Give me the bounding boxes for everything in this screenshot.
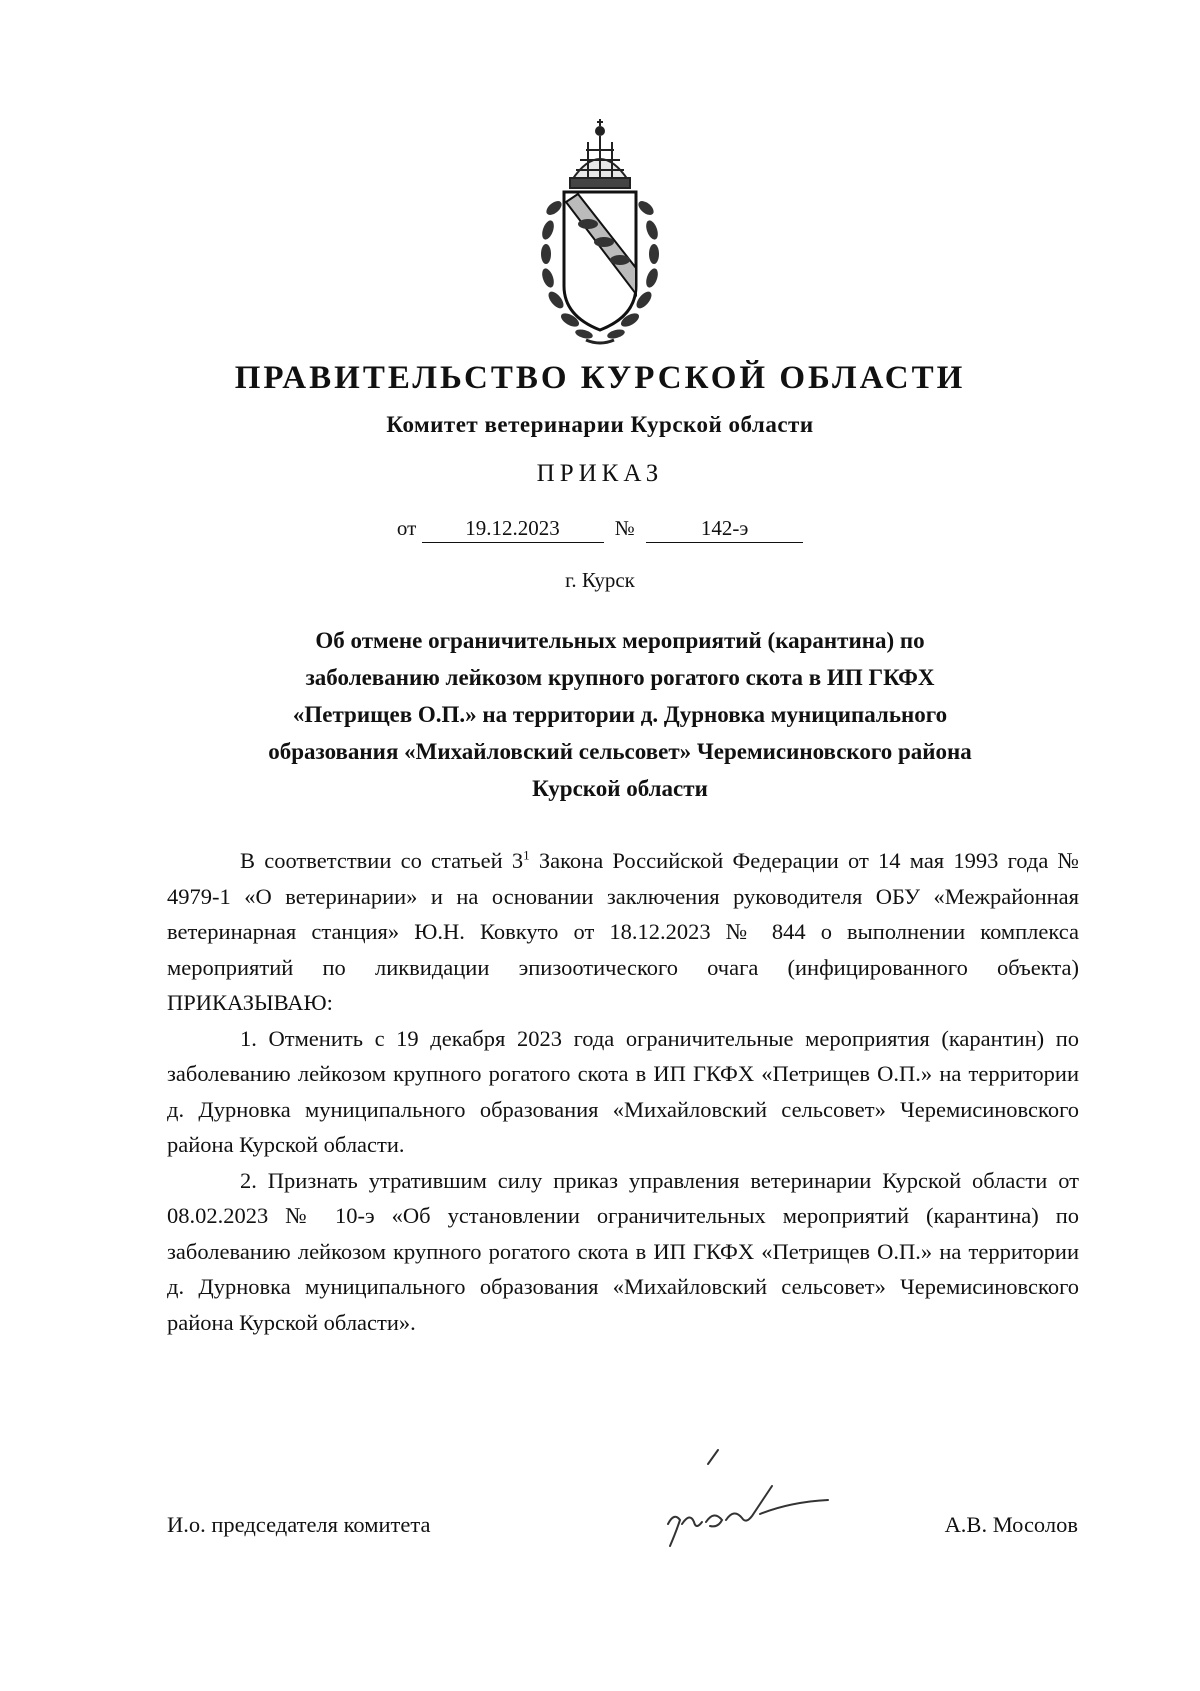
document-type: ПРИКАЗ [536,460,664,487]
government-title: ПРАВИТЕЛЬСТВО КУРСКОЙ ОБЛАСТИ [234,360,966,396]
subject-line: Об отмене ограничительных мероприятий (карантина) по [315,628,925,653]
number-sign: № [614,516,635,540]
subject-line: заболеванию лейкозом крупного рогатого скота в ИП ГКФХ [305,665,935,690]
signatory-name: А.В. Мосолов [944,1512,1078,1537]
signatory-position: И.о. председателя комитета [167,1512,431,1537]
subject-line: Курской области [532,776,708,801]
clause-2-paragraph: 2. Признать утратившим силу приказ управления ветеринарии Курской области от 08.02.2023 № 10-э «Об установлении ограничительных мероприятий (карантина) по заболеванию лейкозом крупного рогатого скота в ИП ГКФХ «Петрищев О.П.» на территории д. Дурновка муниципального образования «Михайловский сельсовет» Черемисиновского района Курской области». [167,1167,1079,1335]
city: г. Курск [565,568,635,592]
order-number: 142-э [646,516,803,543]
date-prefix: от [396,516,417,540]
handwritten-signature [660,1442,835,1552]
clause-1-paragraph: 1. Отменить с 19 декабря 2023 года ограничительные мероприятия (карантин) по заболеванию лейкозом крупного рогатого скота в ИП ГКФХ «Петрищев О.П.» на территории д. Дурновка муниципального образования «Михайловский сельсовет» Черемисиновского района Курской области. [167,1025,1079,1157]
order-date: 19.12.2023 [422,516,604,543]
article-superscript: 1 [523,847,530,863]
order-subject [170,622,1070,807]
order-body [167,843,1079,1340]
order-date-number [0,516,1200,543]
subject-line: «Петрищев О.П.» на территории д. Дурновка муниципального [292,702,948,727]
preamble-paragraph: В соответствии со статьей $3^1$ Закона Российской Федерации от 14 мая 1993 года № 4979-1 «О ветеринарии» и на основании заключения руководителя ОБУ «Межрайонная ветеринарная станция» Ю.Н. Ковкуто от 18.12.2023 № 844 о выполнении комплекса мероприятий по ликвидации эпизоотического очага (инфицированного объекта) ПРИКАЗЫВАЮ: [167,847,1079,1015]
committee-name: Комитет ветеринарии Курской области [386,412,814,437]
coat-of-arms-emblem [520,118,680,348]
subject-line: образования «Михайловский сельсовет» Черемисиновского района [268,739,972,764]
